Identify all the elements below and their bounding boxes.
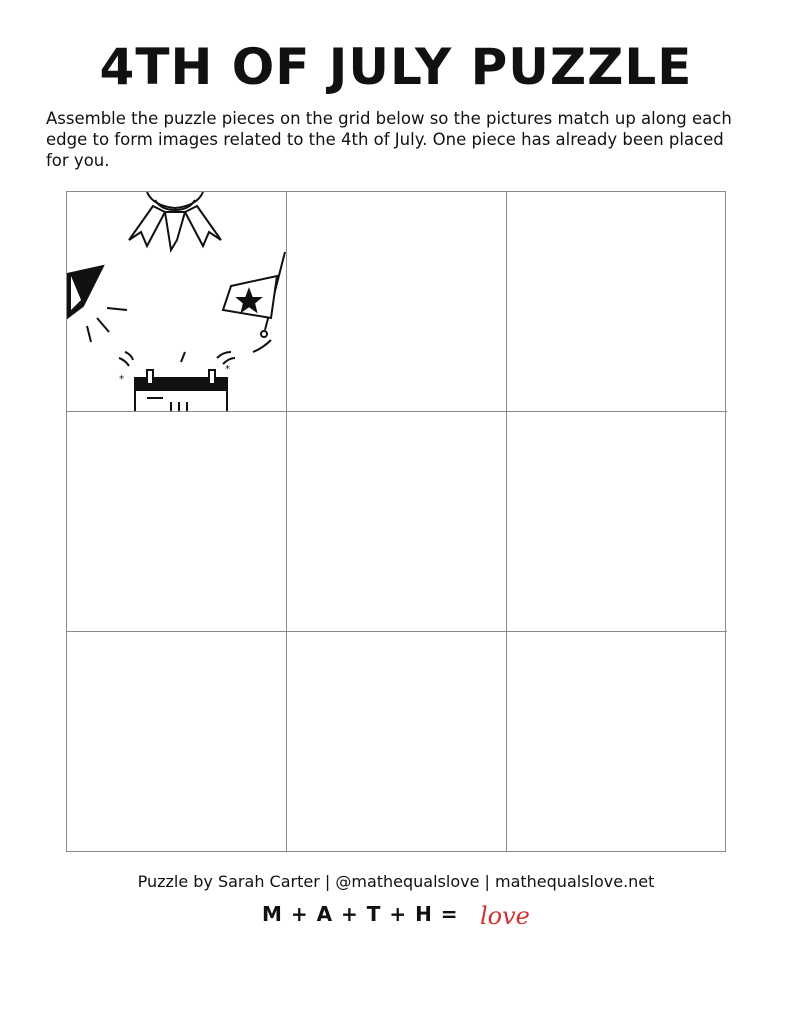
ribbon-medal-icon (129, 192, 221, 250)
author-credit: Puzzle by Sarah Carter | @mathequalslove | mathequalslove.net (137, 872, 655, 891)
grid-cell-r1-c2 (287, 192, 507, 412)
logo-love-script (478, 898, 538, 934)
puzzle-grid (66, 191, 726, 852)
svg-text:*: * (225, 364, 230, 375)
flag-with-star-icon (223, 252, 285, 352)
placed-puzzle-piece (67, 192, 286, 411)
grid-cell-r3-c1 (67, 632, 287, 852)
grid-cell-r2-c1 (67, 412, 287, 632)
grid-cell-r1-c3 (507, 192, 727, 412)
logo-word: love (480, 902, 530, 930)
grid-cell-r3-c2 (287, 632, 507, 852)
grid-cell-r1-c1 (67, 192, 287, 412)
grid-cell-r2-c3 (507, 412, 727, 632)
page-title: 4TH OF JULY PUZZLE (99, 38, 693, 96)
grid-cell-r2-c2 (287, 412, 507, 632)
instructions: Assemble the puzzle pieces on the grid below so the pictures match up along each edge to form images related to the 4th of July. One piece has already been placed for you. (46, 109, 732, 170)
grid-cell-r3-c3 (507, 632, 727, 852)
math-equals-love-logo (0, 898, 792, 934)
megaphone-icon (67, 266, 127, 342)
logo-text: M + A + T + H = (262, 902, 459, 926)
svg-text:*: * (119, 374, 124, 385)
calendar-icon (135, 370, 227, 411)
